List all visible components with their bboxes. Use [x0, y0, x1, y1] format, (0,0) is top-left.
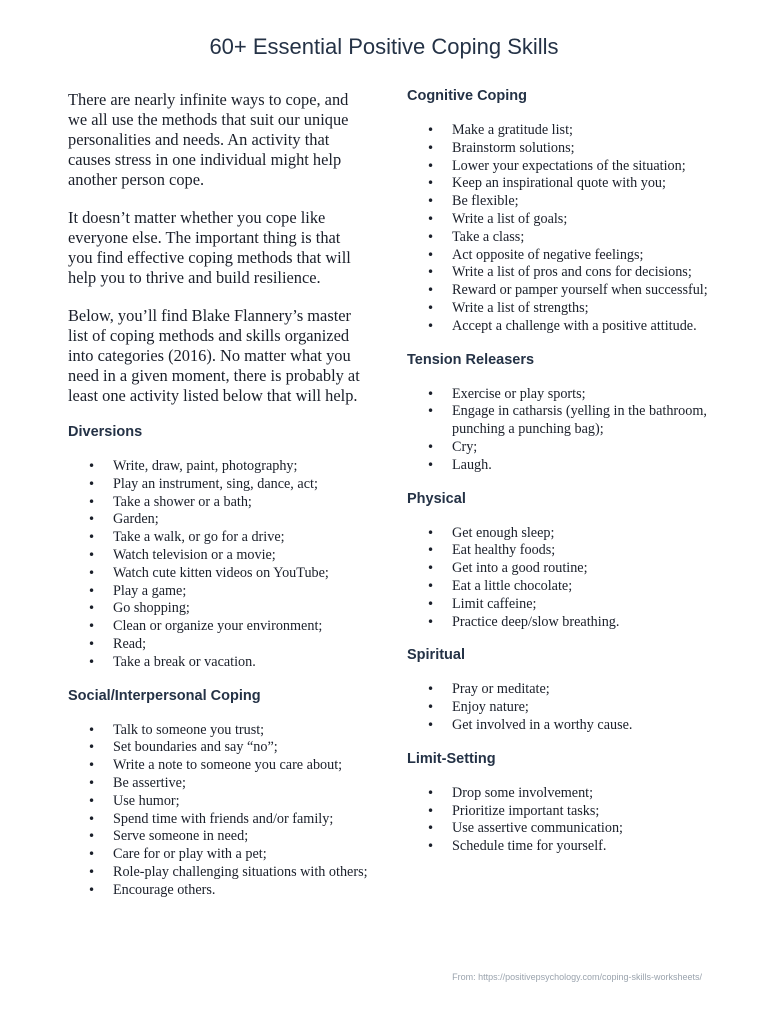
item-list: [68, 458, 368, 672]
list-item: • Talk to someone you trust;: [68, 722, 368, 740]
section-title: Cognitive Coping: [407, 88, 528, 104]
right-column: [407, 88, 717, 856]
section-title: Tension Releasers: [407, 351, 535, 368]
list-item: • Schedule time for yourself.: [407, 838, 717, 856]
list-item: • Write a list of pros and cons for decisions;: [407, 264, 717, 282]
list-item: • Drop some involvement;: [407, 785, 717, 803]
list-item: • Write, draw, paint, photography;: [68, 458, 368, 476]
section-title: Diversions: [68, 424, 143, 440]
page-title: 60+ Essential Positive Coping Skills: [209, 34, 559, 59]
list-item: • Care for or play with a pet;: [68, 846, 368, 864]
list-item: • Take a walk, or go for a drive;: [68, 529, 368, 547]
list-item: • Use humor;: [68, 793, 368, 811]
list-item: • Be flexible;: [407, 193, 717, 211]
list-item: • Exercise or play sports;: [407, 386, 717, 404]
list-item: • Encourage others.: [68, 882, 368, 900]
list-item: • Limit caffeine;: [407, 596, 717, 614]
list-item: • Play a game;: [68, 583, 368, 601]
list-item: • Be assertive;: [68, 775, 368, 793]
intro-text: [68, 90, 368, 406]
list-item: • Watch cute kitten videos on YouTube;: [68, 565, 368, 583]
list-item: • Spend time with friends and/or family;: [68, 811, 368, 829]
list-item: • Play an instrument, sing, dance, act;: [68, 476, 368, 494]
intro-paragraph: It doesn’t matter whether you cope like everyone else. The important thing is that you find effective coping methods that will help you to thrive and build resilience.: [68, 208, 351, 287]
intro-paragraph: Below, you’ll find Blake Flannery’s master list of coping methods and skills organized into categories (2016). No matter what you need in a given moment, there is probably at least one activity listed below that will help.: [68, 306, 360, 405]
section-title: Limit-Setting: [407, 750, 496, 767]
list-item: • Pray or meditate;: [407, 681, 717, 699]
list-item: • Prioritize important tasks;: [407, 803, 717, 821]
item-list: [407, 525, 717, 632]
list-item: • Watch television or a movie;: [68, 547, 368, 565]
source-footer: From: https://positivepsychology.com/coping-skills-worksheets/: [452, 972, 702, 982]
list-item: • Take a break or vacation.: [68, 654, 368, 672]
intro-paragraph: There are nearly infinite ways to cope, and we all use the methods that suit our unique personalities and needs. An activity that causes stress in one individual might help another person cope.: [68, 90, 349, 189]
list-item: • Make a gratitude list;: [407, 122, 717, 140]
list-item: • Lower your expectations of the situation;: [407, 158, 717, 176]
list-item: • Get enough sleep;: [407, 525, 717, 543]
list-item: • Laugh.: [407, 457, 717, 475]
list-item: • Go shopping;: [68, 600, 368, 618]
section-physical: [407, 491, 717, 632]
item-list: [68, 722, 368, 900]
section-cognitive: [407, 88, 717, 336]
section-title: Physical: [407, 490, 466, 507]
list-item: • Enjoy nature;: [407, 699, 717, 717]
section-diversions: [68, 424, 368, 672]
list-item: • Use assertive communication;: [407, 820, 717, 838]
list-item: • Reward or pamper yourself when successful;: [407, 282, 717, 300]
list-item: • Take a shower or a bath;: [68, 494, 368, 512]
list-item: • Brainstorm solutions;: [407, 140, 717, 158]
section-limit-setting: [407, 751, 717, 856]
section-social: [68, 688, 368, 900]
list-item: • Engage in catharsis (yelling in the bathroom, punching a punching bag);: [407, 403, 717, 439]
list-item: • Serve someone in need;: [68, 828, 368, 846]
section-tension-releasers: [407, 352, 717, 475]
item-list: [407, 785, 717, 856]
section-title: Spiritual: [407, 647, 466, 664]
item-list: [407, 681, 717, 734]
section-title: Social/Interpersonal Coping: [68, 687, 261, 704]
left-column: [68, 88, 368, 900]
list-item: • Practice deep/slow breathing.: [407, 614, 717, 632]
list-item: • Role-play challenging situations with others;: [68, 864, 368, 882]
list-item: • Write a list of goals;: [407, 211, 717, 229]
list-item: • Write a list of strengths;: [407, 300, 717, 318]
list-item: • Cry;: [407, 439, 717, 457]
list-item: • Take a class;: [407, 229, 717, 247]
list-item: • Eat healthy foods;: [407, 542, 717, 560]
list-item: • Get involved in a worthy cause.: [407, 717, 717, 735]
list-item: • Act opposite of negative feelings;: [407, 247, 717, 265]
list-item: • Keep an inspirational quote with you;: [407, 175, 717, 193]
list-item: • Get into a good routine;: [407, 560, 717, 578]
list-item: • Eat a little chocolate;: [407, 578, 717, 596]
list-item: • Write a note to someone you care about;: [68, 757, 368, 775]
list-item: • Read;: [68, 636, 368, 654]
item-list: [407, 386, 717, 475]
list-item: • Garden;: [68, 511, 368, 529]
item-list: [407, 122, 717, 336]
list-item: • Set boundaries and say “no”;: [68, 739, 368, 757]
list-item: • Accept a challenge with a positive attitude.: [407, 318, 717, 336]
section-spiritual: [407, 647, 717, 734]
list-item: • Clean or organize your environment;: [68, 618, 368, 636]
